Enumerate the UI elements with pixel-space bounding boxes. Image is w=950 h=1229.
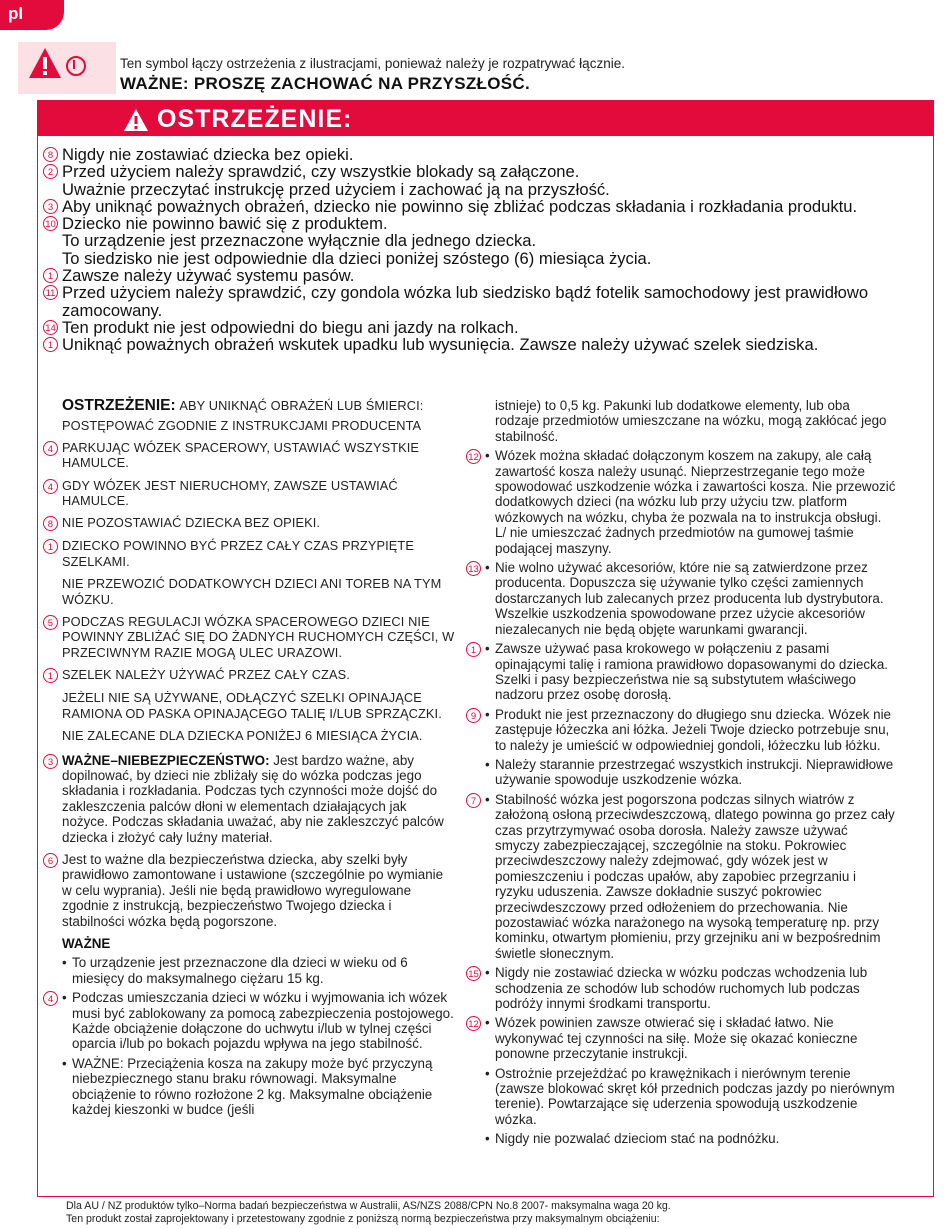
list-item: 12 • Wózek powinien zawsze otwierać się i składać łatwo. Nie wykonywać tej czynności na siłę. Może się okazać konieczne ponowne przeczytanie instrukcji.	[466, 1015, 896, 1061]
list-item: 1 SZELEK NALEŻY UŻYWAĆ PRZEZ CAŁY CZAS.	[43, 667, 455, 683]
figure-ref-icon: 2	[43, 164, 58, 179]
list-item: JEŻELI NIE SĄ UŻYWANE, ODŁĄCZYĆ SZELKI OPINAJĄCE RAMIONA OD PASKA OPINAJĄCEGO TALIĘ I/LUB SPRZĄCZKI.	[62, 690, 442, 721]
list-item: NIE PRZEWOZIĆ DODATKOWYCH DZIECI ANI TOREB NA TYM WÓZKU.	[62, 576, 442, 607]
symbol-note: Ten symbol łączy ostrzeżenia z ilustracjami, ponieważ należy je rozpatrywać łącznie.	[120, 56, 625, 71]
figure-ref-icon: 14	[43, 320, 58, 335]
left-column	[43, 398, 455, 1117]
list-item: 1 Zawsze należy używać systemu pasów.	[43, 267, 923, 284]
figure-ref-icon: 6	[43, 853, 58, 868]
banner-title: OSTRZEŻENIE:	[157, 105, 353, 133]
figure-ref-icon: 3	[43, 754, 58, 769]
danger-note: 3 WAŻNE–NIEBEZPIECZEŃSTWO: Jest bardzo ważne, aby dopilnować, by dzieci nie zbliżały się do wózka podczas jego składania i rozkładania. Podczas tych czynności może dojść do zakleszczenia palców dłoni w elementach działających jak nożyce. Podczas składania uważać, aby nie zakleszczyć palców dziecka i złożyć cały luźny materiał.	[43, 753, 455, 845]
figure-ref-icon: 12	[466, 449, 481, 464]
figure-ref-icon: 3	[43, 199, 58, 214]
figure-ref-icon: 12	[466, 1016, 481, 1031]
warning-intro-2: POSTĘPOWAĆ ZGODNIE Z INSTRUKCJAMI PRODUCENTA	[62, 418, 422, 434]
harness-note: 6 Jest to ważne dla bezpieczeństwa dziecka, aby szelki były prawidłowo zamontowane i ustawione (szczególnie po wymianie w celu wyprania). Jeśli nie będą prawidłowo wyregulowane zgodnie z instrukcją, bezpieczeństwo Twojego dziecka i stabilności wózka będą pogorszone.	[43, 852, 455, 929]
list-item: • WAŻNE: Przeciążenia kosza na zakupy może być przyczyną niebezpiecznego stanu braku równowagi. Maksymalne obciążenie to równo rozłożone 2 kg. Maksymalne obciążenie każdej kieszonki w budce (jeśli	[43, 1056, 455, 1118]
figure-ref-icon: 15	[466, 966, 481, 981]
footer-line: Ten produkt został zaprojektowany i przetestowany zgodnie z poniższą normą bezpieczeństwa przy maksymalnym obciążeniu:	[66, 1213, 660, 1225]
banner-warning-icon	[123, 108, 149, 132]
warning-triangle-icon	[27, 46, 63, 80]
warning-banner	[37, 100, 934, 136]
figure-ref-icon: 1	[43, 268, 58, 283]
list-item: 8 Nigdy nie zostawiać dziecka bez opieki.	[43, 146, 923, 163]
footer	[66, 1200, 926, 1226]
figure-ref-icon: 5	[43, 615, 58, 630]
list-item: 11 Przed użyciem należy sprawdzić, czy gondola wózka lub siedzisko bądź fotelik samochodowy jest prawidłowo zamocowany.	[43, 284, 923, 319]
list-item: 2 Przed użyciem należy sprawdzić, czy wszystkie blokady są załączone.	[43, 163, 923, 180]
list-item: 14 Ten produkt nie jest odpowiedni do biegu ani jazdy na rolkach.	[43, 319, 923, 336]
figure-ref-icon: 4	[43, 441, 58, 456]
list-item: To siedzisko nie jest odpowiednie dla dzieci poniżej szóstego (6) miesiąca życia.	[62, 248, 652, 268]
top-warning-list	[43, 146, 923, 354]
list-item: 4 GDY WÓZEK JEST NIERUCHOMY, ZAWSZE USTAWIAĆ HAMULCE.	[43, 478, 455, 509]
important-heading: WAŻNE: PROSZĘ ZACHOWAĆ NA PRZYSZŁOŚĆ.	[120, 74, 530, 93]
figure-ref-icon: 8	[43, 147, 58, 162]
figure-ref-icon: 7	[466, 793, 481, 808]
list-item: 15 • Nigdy nie zostawiać dziecka w wózku podczas wchodzenia lub schodzenia ze schodów lub schodów ruchomych lub podczas podróży innymi środkami transportu.	[466, 965, 896, 1011]
figure-ref-icon: 8	[43, 516, 58, 531]
list-item: 12 • Wózek można składać dołączonym koszem na zakupy, ale całą zawartość kosza należy usunąć. Nieprzestrzeganie tego może spowodować uszkodzenie wózka i zawartości kosza. Nie przewozić dodatkowych dzieci (na wózku lub przy użyciu tzw. platform wózkowych na wózku, chyba że pozwala na to instrukcja obsługi. L/ nie umieszczać żadnych przedmiotów na gumowej taśmie podającej maszyny.	[466, 448, 896, 556]
list-item: 1 • Zawsze używać pasa krokowego w połączeniu z pasami opinającymi talię i ramiona prawidłowo dopasowanymi do dziecka. Szelki i pasy bezpieczeństwa nie są substytutem właściwego nadzoru przez osobę dorosłą.	[466, 641, 896, 703]
list-item: 8 NIE POZOSTAWIAĆ DZIECKA BEZ OPIEKI.	[43, 515, 455, 531]
language-tab	[0, 0, 64, 30]
list-item: 7 • Stabilność wózka jest pogorszona podczas silnych wiatrów z założoną osłoną przeciwdeszczową, dlatego powinna go przez cały czas przytrzymywać osoba dorosła. Należy zawsze używać smyczy zabezpieczającej, szczególnie na stoku. Pokrowiec przeciwdeszczowy należy zdejmować, gdy wózek jest w pomieszczeniu i podczas upałów, aby zapobiec przegrzaniu i ryzyku uduszenia. Zawsze dokładnie suszyć pokrowiec przeciwdeszczowy przed odłożeniem do przechowania. Nie pozostawiać wózka narażonego na wysoką temperaturę np. przy kominku, otwartym płomieniu, przy grzejniku ani w bezpośrednim świetle słonecznym.	[466, 792, 896, 961]
list-item: • Należy starannie przestrzegać wszystkich instrukcji. Nieprawidłowe używanie spowoduje uszkodzenie wózka.	[466, 757, 896, 788]
figure-ref-icon: 1	[43, 539, 58, 554]
list-item: 4 • Podczas umieszczania dzieci w wózku i wyjmowania ich wózek musi być zablokowany za pomocą zabezpieczenia postojowego. Każde obciążenie dołączone do uchwytu i/lub w tylnej części oparcia i/lub po bokach pojazdu wpływa na jego stabilność.	[43, 990, 455, 1052]
figure-ref-icon: 4	[43, 479, 58, 494]
continued-text: istnieje) to 0,5 kg. Pakunki lub dodatkowe elementy, lub oba rodzaje przedmiotów umieszczane na wózku, mogą zakłócać jego stabilność.	[495, 398, 887, 444]
list-item: Uważnie przeczytać instrukcję przed użyciem i zachować ją na przyszłość.	[62, 179, 610, 199]
list-item: 10 Dziecko nie powinno bawić się z produktem.	[43, 215, 923, 232]
right-column	[466, 398, 896, 1147]
figure-ref-icon: 10	[43, 216, 58, 231]
list-item: 1 DZIECKO POWINNO BYĆ PRZEZ CAŁY CZAS PRZYPIĘTE SZELKAMI.	[43, 538, 455, 569]
list-item: 13 • Nie wolno używać akcesoriów, które nie są zatwierdzone przez producenta. Dopuszcza się używanie tylko części zamiennych dostarczanych lub zalecanych przez producenta lub dystrybutora. Wszelkie uszkodzenia spowodowane przez użycie akcesoriów niezalecanych nie będą objęte warunkami gwarancji.	[466, 560, 896, 637]
list-item: To urządzenie jest przeznaczone wyłącznie dla jednego dziecka.	[62, 231, 537, 251]
list-item: NIE ZALECANE DLA DZIECKA PONIŻEJ 6 MIESIĄCA ŻYCIA.	[62, 728, 423, 744]
list-item: 9 • Produkt nie jest przeznaczony do długiego snu dziecka. Wózek nie zastępuje łóżeczka ani łóżka. Jeżeli Twoje dziecko potrzebuje snu, to należy je umieścić w odpowiedniej gondoli, łóżeczku lub łóżku.	[466, 707, 896, 753]
figure-ref-icon: 1	[43, 668, 58, 683]
figure-ref-icon: 9	[466, 708, 481, 723]
list-item: • Ostrożnie przejeżdżać po krawężnikach i nierównym terenie (zawsze blokować skręt kół przednich podczas jazdy po nierównym terenie). Powtarzające się uderzenia spowodują uszkodzenie wózka.	[466, 1066, 896, 1128]
figure-ref-icon: 4	[43, 991, 58, 1006]
list-item: 3 Aby uniknąć poważnych obrażeń, dziecko nie powinno się zbliżać podczas składania i rozkładania produktu.	[43, 198, 923, 215]
figure-ref-icon: 11	[43, 285, 58, 300]
read-instructions-icon	[66, 56, 86, 76]
figure-ref-icon: 1	[43, 337, 58, 352]
list-item: • To urządzenie jest przeznaczone dla dzieci w wieku od 6 miesięcy do maksymalnego ciężaru 15 kg.	[43, 955, 455, 986]
figure-ref-icon: 1	[466, 642, 481, 657]
footer-line: Dla AU / NZ produktów tylko–Norma badań bezpieczeństwa w Australii, AS/NZS 2088/CPN No.8 2007- maksymalna waga 20 kg.	[66, 1200, 671, 1212]
wazne-heading: WAŻNE	[62, 935, 111, 951]
list-item: • Nigdy nie pozwalać dzieciom stać na podnóżku.	[466, 1131, 896, 1146]
list-item: 1 Uniknąć poważnych obrażeń wskutek upadku lub wysunięcia. Zawsze należy używać szelek siedziska.	[43, 336, 923, 353]
figure-ref-icon: 13	[466, 561, 481, 576]
list-item: 4 PARKUJĄC WÓZEK SPACEROWY, USTAWIAĆ WSZYSTKIE HAMULCE.	[43, 440, 455, 471]
list-item: 5 PODCZAS REGULACJI WÓZKA SPACEROWEGO DZIECI NIE POWINNY ZBLIŻAĆ SIĘ DO ŻADNYCH RUCHOMYCH CZĘŚCI, W PRZECIWNYM RAZIE MOGĄ ULEC URAZOWI.	[43, 614, 455, 660]
warning-intro: OSTRZEŻENIE: ABY UNIKNĄĆ OBRAŻEŃ LUB ŚMIERCI:	[62, 397, 424, 414]
language-code: pl	[8, 4, 24, 23]
